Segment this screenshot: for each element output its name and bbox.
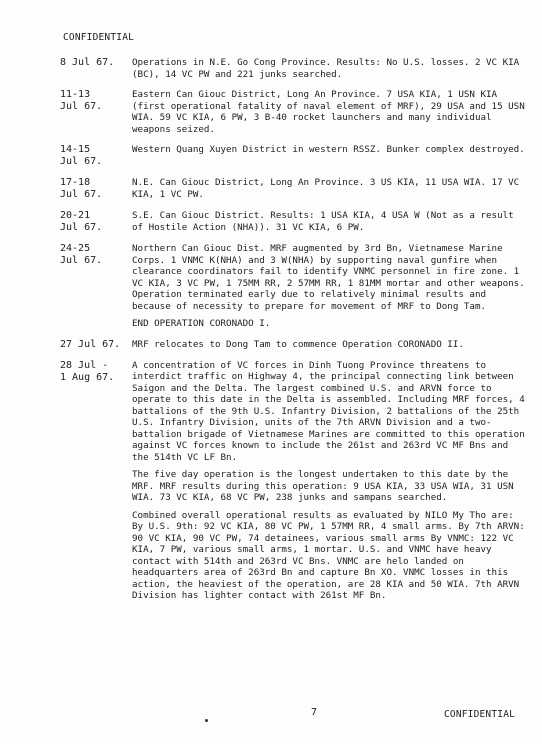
entry-paragraph: END OPERATION CORONADO I.	[132, 318, 271, 329]
entry-body	[132, 243, 530, 330]
entry-paragraph: Combined overall operational results as evaluated by NILO My Tho are: By U.S. 9th: 92 VC KIA, 80 VC PW, 1 57MM RR, 4 small arms. By 7th ARVN: 90 VC KIA, 90 VC PW, 74 detainees, various small arms By VNMC: 122 VC KIA, 7 PW, various small arms, 1 mortar. U.S. and VNMC have heavy contact with 514th and 263rd VC Bns. VNMC are helo landed on headquarters area of 263rd Bn and capture Bn XO. VNMC losses in this action, the heaviest of the operation, are 28 KIA and 50 WIA. 7th ARVN Division has lighter contact with 261st MF Bn.	[132, 509, 525, 601]
chronology-entry	[60, 243, 530, 330]
entry-date: 24-25 Jul 67.	[60, 243, 103, 266]
classification-header: CONFIDENTIAL	[63, 32, 135, 43]
entry-paragraph: Eastern Can Giouc District, Long An Province. 7 USA KIA, 1 USN KIA (first operational fatality of naval element of MRF), 29 USA and 15 USN WIA. 59 VC KIA, 6 PW, 3 B-40 rocket launchers and many individual weapons seized.	[132, 89, 525, 135]
entry-body	[132, 89, 530, 135]
chronology-entry	[60, 89, 530, 135]
entry-body	[132, 339, 530, 351]
entry-body	[132, 177, 530, 201]
entry-date: 14-15 Jul 67.	[60, 144, 103, 167]
entry-date: 28 Jul - 1 Aug 67.	[60, 359, 115, 383]
chronology-entry	[60, 144, 530, 168]
entry-paragraph: Operations in N.E. Go Cong Province. Results: No U.S. losses. 2 VC KIA (BC), 14 VC PW and 221 junks searched.	[132, 57, 520, 80]
entry-paragraph: MRF relocates to Dong Tam to commence Operation CORONADO II.	[132, 338, 464, 350]
entry-paragraph: Western Quang Xuyen District in western RSSZ. Bunker complex destroyed.	[132, 144, 525, 155]
chronology-entry	[60, 339, 530, 351]
entry-body	[132, 360, 530, 602]
entry-paragraph: A concentration of VC forces in Dinh Tuong Province threatens to interdict traffic on Highway 4, the principal connecting link between Saigon and the Delta. The largest combined U.S. and ARVN force to operate to this date in the Delta is assembled. Including MRF forces, 4 battalions of the 9th U.S. Infantry Division, 2 battalions of the 25th U.S. Infantry Division, units of the 7th ARVN Division and a two-battalion brigade of Vietnamese Marines are committed to this operation against VC forces known to include the 261st and 263rd VC MF Bns and the 514th VC LF Bn.	[132, 359, 525, 463]
entry-paragraph: S.E. Can Giouc District. Results: 1 USA KIA, 4 USA W (Not as a result of Hostile Action (NHA)). 31 VC KIA, 6 PW.	[132, 210, 514, 233]
entry-body	[132, 144, 530, 168]
chronology-entry	[60, 360, 530, 602]
entry-date: 27 Jul 67.	[60, 338, 121, 350]
chronology-entry	[60, 177, 530, 201]
page-number: 7	[311, 707, 318, 718]
entry-body	[132, 210, 530, 234]
entry-body	[132, 57, 530, 80]
chronology-entry	[60, 210, 530, 234]
scan-speck	[205, 719, 208, 722]
entry-date: 20-21 Jul 67.	[60, 210, 103, 233]
entry-paragraph: The five day operation is the longest undertaken to this date by the MRF. MRF results during this operation: 9 USA KIA, 33 USA WIA, 31 USN WIA. 73 VC KIA, 68 VC PW, 238 junks and sampans searched.	[132, 469, 514, 503]
entry-paragraph: N.E. Can Giouc District, Long An Province. 3 US KIA, 11 USA WIA. 17 VC KIA, 1 VC PW.	[132, 177, 520, 200]
classification-footer: CONFIDENTIAL	[444, 709, 516, 720]
entry-date: 17-18 Jul 67.	[60, 177, 103, 200]
entry-date: 11-13 Jul 67.	[60, 89, 103, 112]
entry-date: 8 Jul 67.	[60, 57, 115, 68]
chronology-entries	[60, 57, 530, 611]
chronology-entry	[60, 57, 530, 80]
entry-paragraph: Northern Can Giouc Dist. MRF augmented by 3rd Bn, Vietnamese Marine Corps. 1 VNMC K(NHA) and 3 W(NHA) by supporting naval gunfire when clearance coordinators fail to identify VNMC personnel in fire zone. 1 VC KIA, 3 VC PW, 1 75MM RR, 2 57MM RR, 1 81MM mortar and other weapons. Operation terminated early due to relatively minimal results and because of necessity to prepare for movement of MRF to Dong Tam.	[132, 243, 525, 312]
